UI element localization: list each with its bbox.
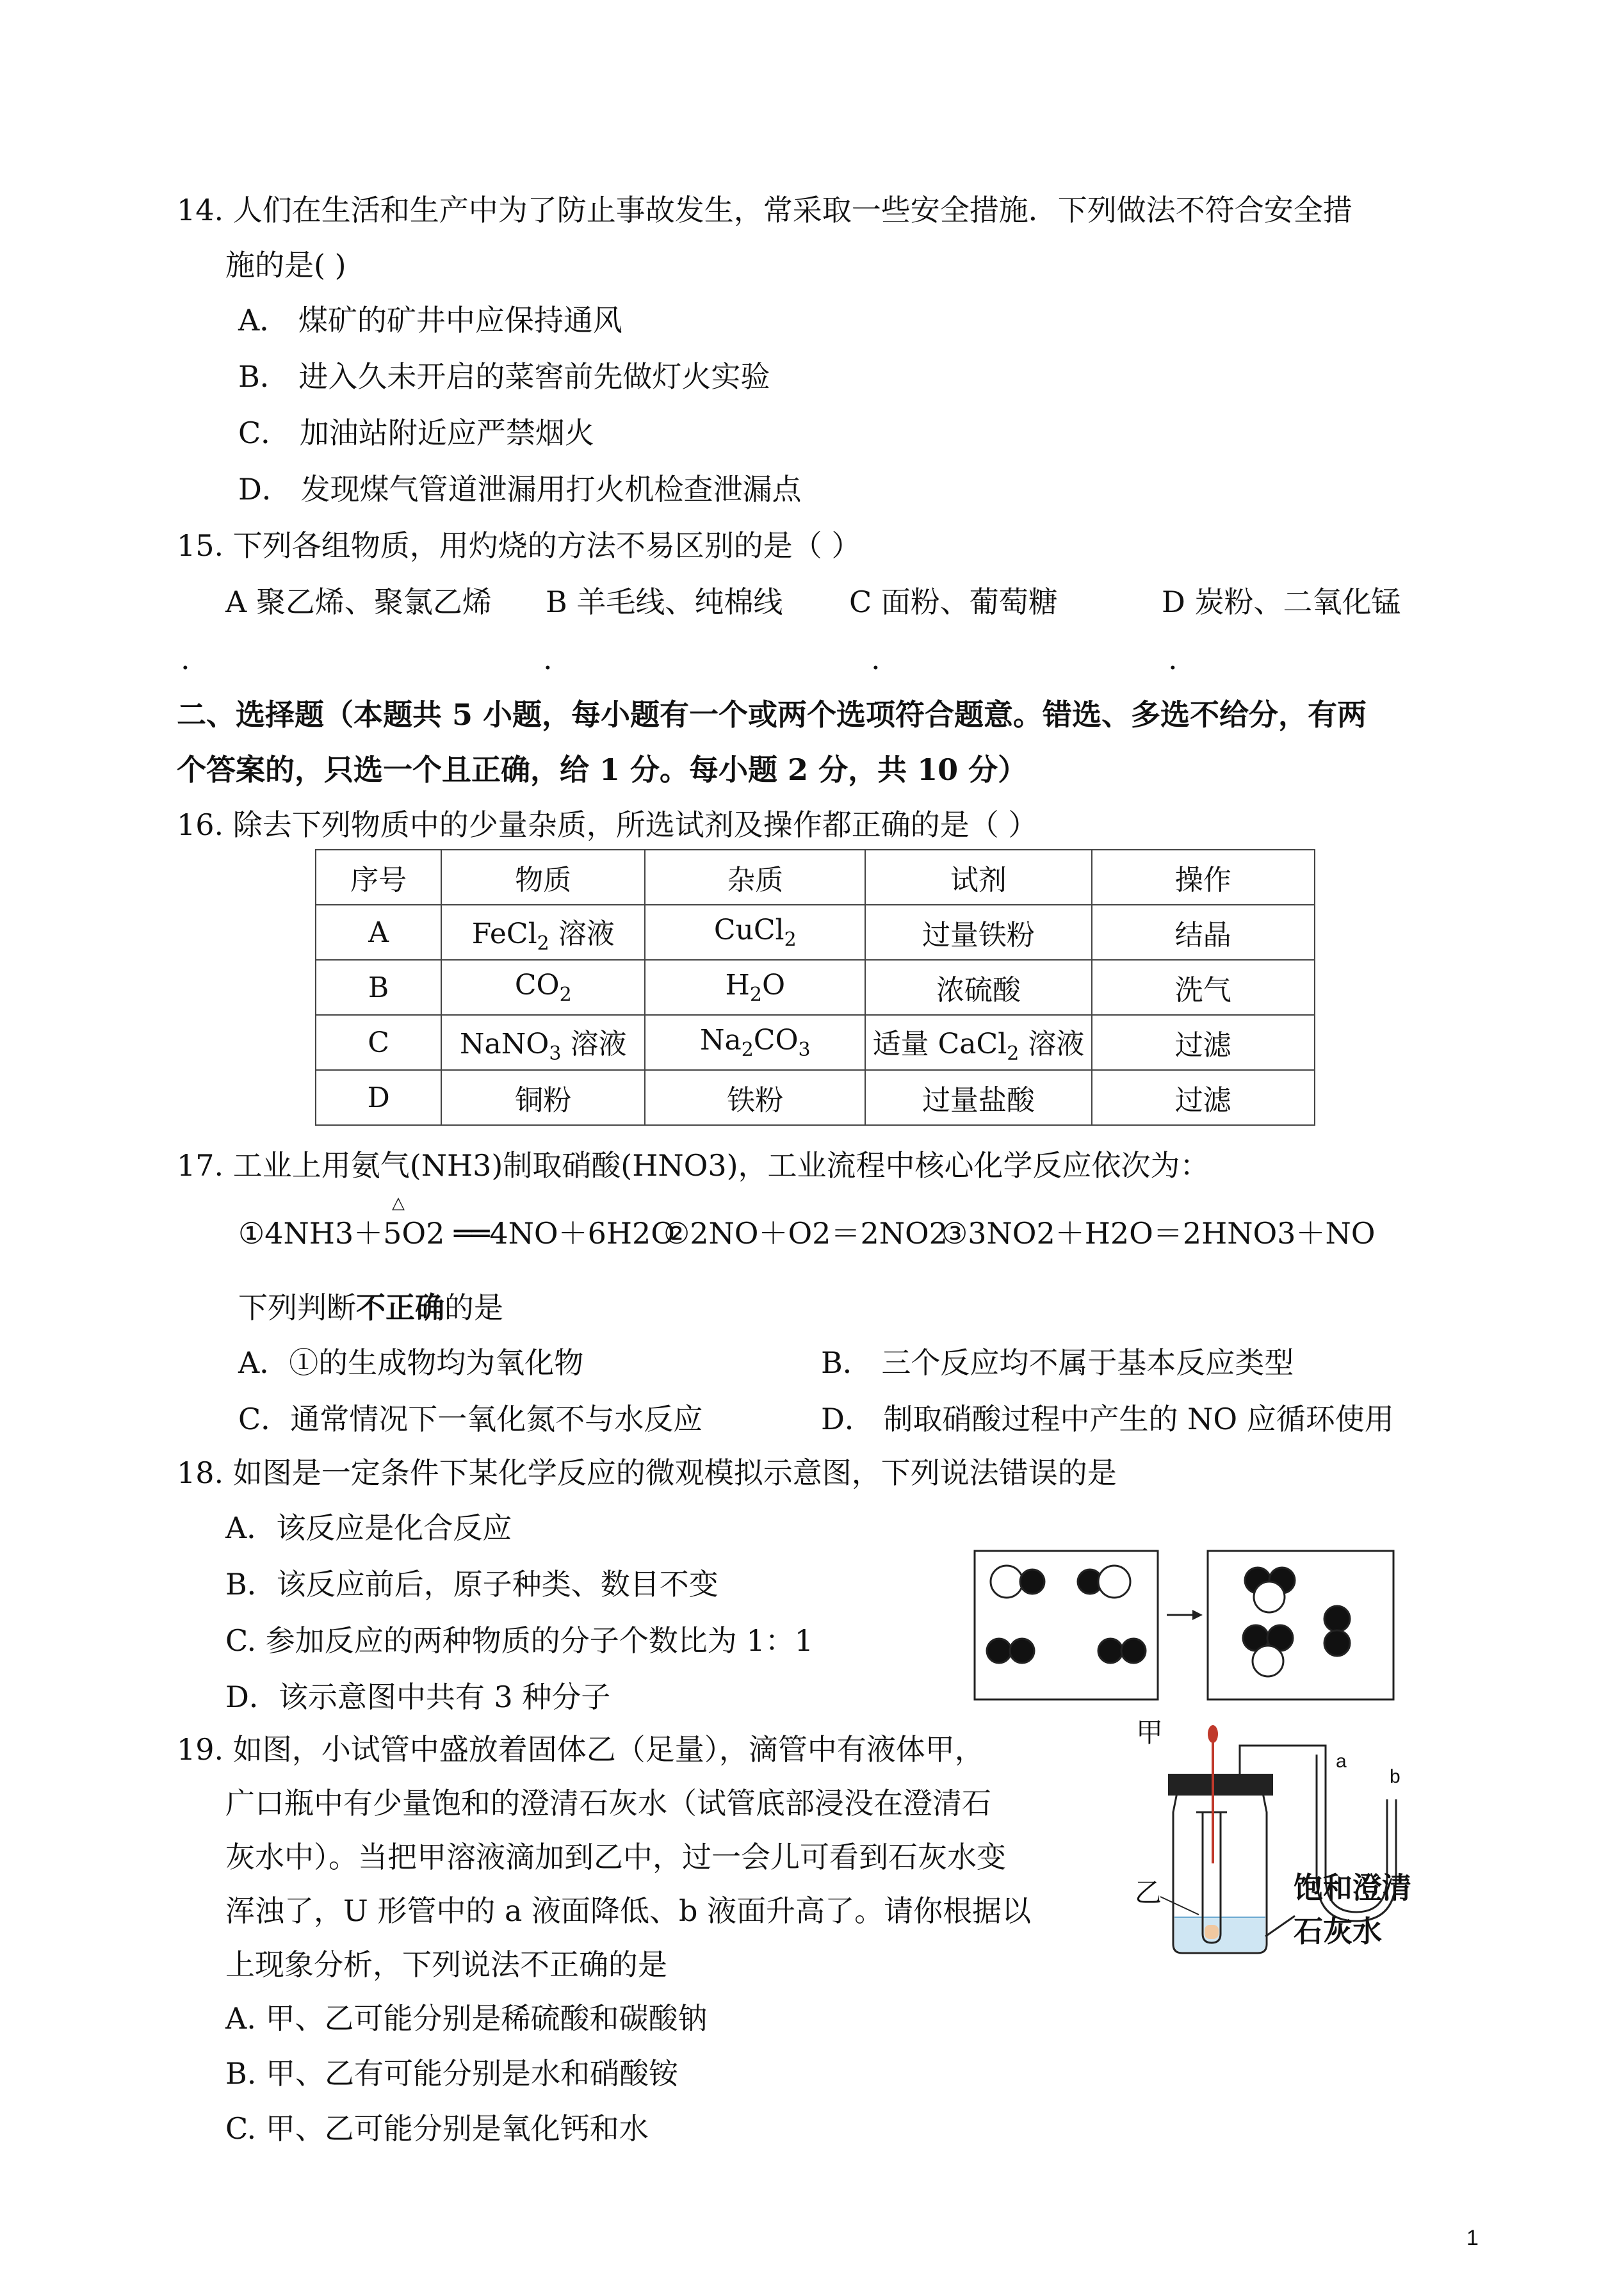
row-id: C xyxy=(316,1015,441,1070)
q14-option-b: B． 进入久未开启的菜窖前先做灯火实验 xyxy=(238,359,770,394)
q15-dot-b: . xyxy=(543,642,553,676)
q18-stem: 18. 如图是一定条件下某化学反应的微观模拟示意图，下列说法错误的是 xyxy=(177,1456,1117,1490)
label-b: b xyxy=(1390,1766,1401,1787)
row-reagent: 过量铁粉 xyxy=(865,905,1091,960)
row-reagent: 适量 CaCl$_2$ 溶液 xyxy=(865,1015,1091,1070)
q18-option-a: A．该反应是化合反应 xyxy=(225,1511,512,1545)
q14-option-d: D． 发现煤气管道泄漏用打火机检查泄漏点 xyxy=(238,472,802,507)
table-row xyxy=(316,1070,1315,1125)
q19-stem-line1: 19. 如图，小试管中盛放着固体乙（足量），滴管中有液体甲， xyxy=(177,1732,984,1767)
q17-option-c: C．通常情况下一氧化氮不与水反应 xyxy=(238,1402,703,1436)
table-row xyxy=(316,960,1315,1015)
q17-stem: 17. 工业上用氨气(NH3)制取硝酸(HNO3)，工业流程中核心化学反应依次为： xyxy=(177,1148,1210,1183)
header-cell: 物质 xyxy=(441,850,645,905)
q16-stem: 16. 除去下列物质中的少量杂质，所选试剂及操作都正确的是（ ） xyxy=(177,807,1038,842)
q19-stem-line2: 广口瓶中有少量饱和的澄清石灰水（试管底部浸没在澄清石 xyxy=(225,1786,991,1821)
q17-option-a: A．①的生成物均为氧化物 xyxy=(238,1345,584,1380)
figure-caption-line1: 饱和澄清 xyxy=(1294,1870,1411,1905)
products-box xyxy=(1208,1551,1393,1699)
row-impurity: CuCl$_2$ xyxy=(645,905,865,960)
table-header-row xyxy=(316,850,1315,905)
row-operation: 结晶 xyxy=(1092,905,1315,960)
q17-option-d: D． 制取硝酸过程中产生的 NO 应循环使用 xyxy=(821,1402,1394,1436)
label-yi: 乙 xyxy=(1135,1877,1162,1908)
table-row xyxy=(316,905,1315,960)
q17-prompt: 下列判断不正确的是 xyxy=(238,1290,503,1325)
solid-yi xyxy=(1205,1925,1219,1939)
reaction-diagram xyxy=(973,1543,1396,1703)
q15-option-d: D 炭粉、二氧化锰 xyxy=(1162,585,1401,619)
q19-option-a: A. 甲、乙可能分别是稀硫酸和碳酸钠 xyxy=(225,2001,708,2036)
q14-stem-line2: 施的是( ) xyxy=(225,248,346,282)
q15-option-a: A 聚乙烯、聚氯乙烯 xyxy=(225,585,492,619)
q19-option-c: C. 甲、乙可能分别是氧化钙和水 xyxy=(225,2111,649,2146)
section2-heading-line2: 个答案的，只选一个且正确，给 1 分。每小题 2 分，共 10 分） xyxy=(177,752,1028,787)
q16-table xyxy=(315,849,1315,1126)
header-cell: 试剂 xyxy=(865,850,1091,905)
q14-option-a: A． 煤矿的矿井中应保持通风 xyxy=(238,303,622,337)
q17-equation-3: ③3NO2＋H2O＝2HNO3＋NO xyxy=(941,1216,1376,1251)
header-cell: 序号 xyxy=(316,850,441,905)
q15-option-b: B 羊毛线、纯棉线 xyxy=(546,585,783,619)
q14-stem-line1: 14. 人们在生活和生产中为了防止事故发生，常采取一些安全措施．下列做法不符合安全措 xyxy=(177,193,1352,227)
q18-option-c: C. 参加反应的两种物质的分子个数比为 1：1 xyxy=(225,1623,813,1658)
row-substance: 铜粉 xyxy=(441,1070,645,1125)
row-substance: $CO_2$ xyxy=(441,960,645,1015)
header-cell: 杂质 xyxy=(645,850,865,905)
row-id: B xyxy=(316,960,441,1015)
label-jia: 甲 xyxy=(1136,1717,1164,1748)
row-impurity: $Na_2CO_3$ xyxy=(645,1015,865,1070)
row-reagent: 过量盐酸 xyxy=(865,1070,1091,1125)
q15-dot-c: . xyxy=(871,642,881,676)
reactant-molecules xyxy=(987,1566,1146,1663)
q14-option-c: C． 加油站附近应严禁烟火 xyxy=(238,416,594,450)
row-impurity: 铁粉 xyxy=(645,1070,865,1125)
heat-mark: △ xyxy=(392,1194,405,1213)
row-reagent: 浓硫酸 xyxy=(865,960,1091,1015)
caption-pointer xyxy=(1265,1916,1295,1936)
product-molecules xyxy=(1243,1568,1350,1676)
row-substance: FeCl$_2$ 溶液 xyxy=(441,905,645,960)
page-number: 1 xyxy=(1466,2226,1479,2250)
stopper xyxy=(1168,1774,1273,1796)
header-cell: 操作 xyxy=(1092,850,1315,905)
row-id: D xyxy=(316,1070,441,1125)
q15-dot-a: . xyxy=(181,642,190,676)
delivery-tube xyxy=(1240,1746,1326,1876)
reaction-arrow xyxy=(1167,1610,1203,1620)
q17-equation-1: ①4NH3＋5O2 ══4NO＋6H2O xyxy=(238,1216,675,1251)
q15-dot-d: . xyxy=(1168,642,1178,676)
row-id: A xyxy=(316,905,441,960)
q19-stem-line4: 浑浊了，U 形管中的 a 液面降低、b 液面升高了。请你根据以 xyxy=(225,1894,1032,1928)
q18-option-d: D．该示意图中共有 3 种分子 xyxy=(225,1680,611,1714)
row-operation: 过滤 xyxy=(1092,1015,1315,1070)
label-a: a xyxy=(1336,1751,1347,1772)
row-impurity: $H_2O$ xyxy=(645,960,865,1015)
q17-option-b: B． 三个反应均不属于基本反应类型 xyxy=(821,1345,1294,1380)
row-operation: 洗气 xyxy=(1092,960,1315,1015)
q19-stem-line3: 灰水中）。当把甲溶液滴加到乙中，过一会儿可看到石灰水变 xyxy=(225,1840,1006,1874)
row-substance: NaNO$_3$ 溶液 xyxy=(441,1015,645,1070)
q15-stem: 15. 下列各组物质，用灼烧的方法不易区别的是（ ） xyxy=(177,528,861,563)
apparatus-diagram xyxy=(1127,1716,1434,1959)
q17-equation-2: ②2NO＋O2＝2NO2 xyxy=(663,1216,948,1251)
q18-option-b: B．该反应前后，原子种类、数目不变 xyxy=(225,1567,719,1602)
q15-option-c: C 面粉、葡萄糖 xyxy=(849,585,1058,619)
figure-caption-line2: 石灰水 xyxy=(1294,1914,1382,1949)
q19-stem-line5: 上现象分析，下列说法不正确的是 xyxy=(225,1947,667,1982)
table-row xyxy=(316,1015,1315,1070)
section2-heading-line1: 二、选择题（本题共 5 小题，每小题有一个或两个选项符合题意。错选、多选不给分，有两 xyxy=(177,697,1367,732)
row-operation: 过滤 xyxy=(1092,1070,1315,1125)
q19-option-b: B. 甲、乙有可能分别是水和硝酸铵 xyxy=(225,2056,679,2091)
